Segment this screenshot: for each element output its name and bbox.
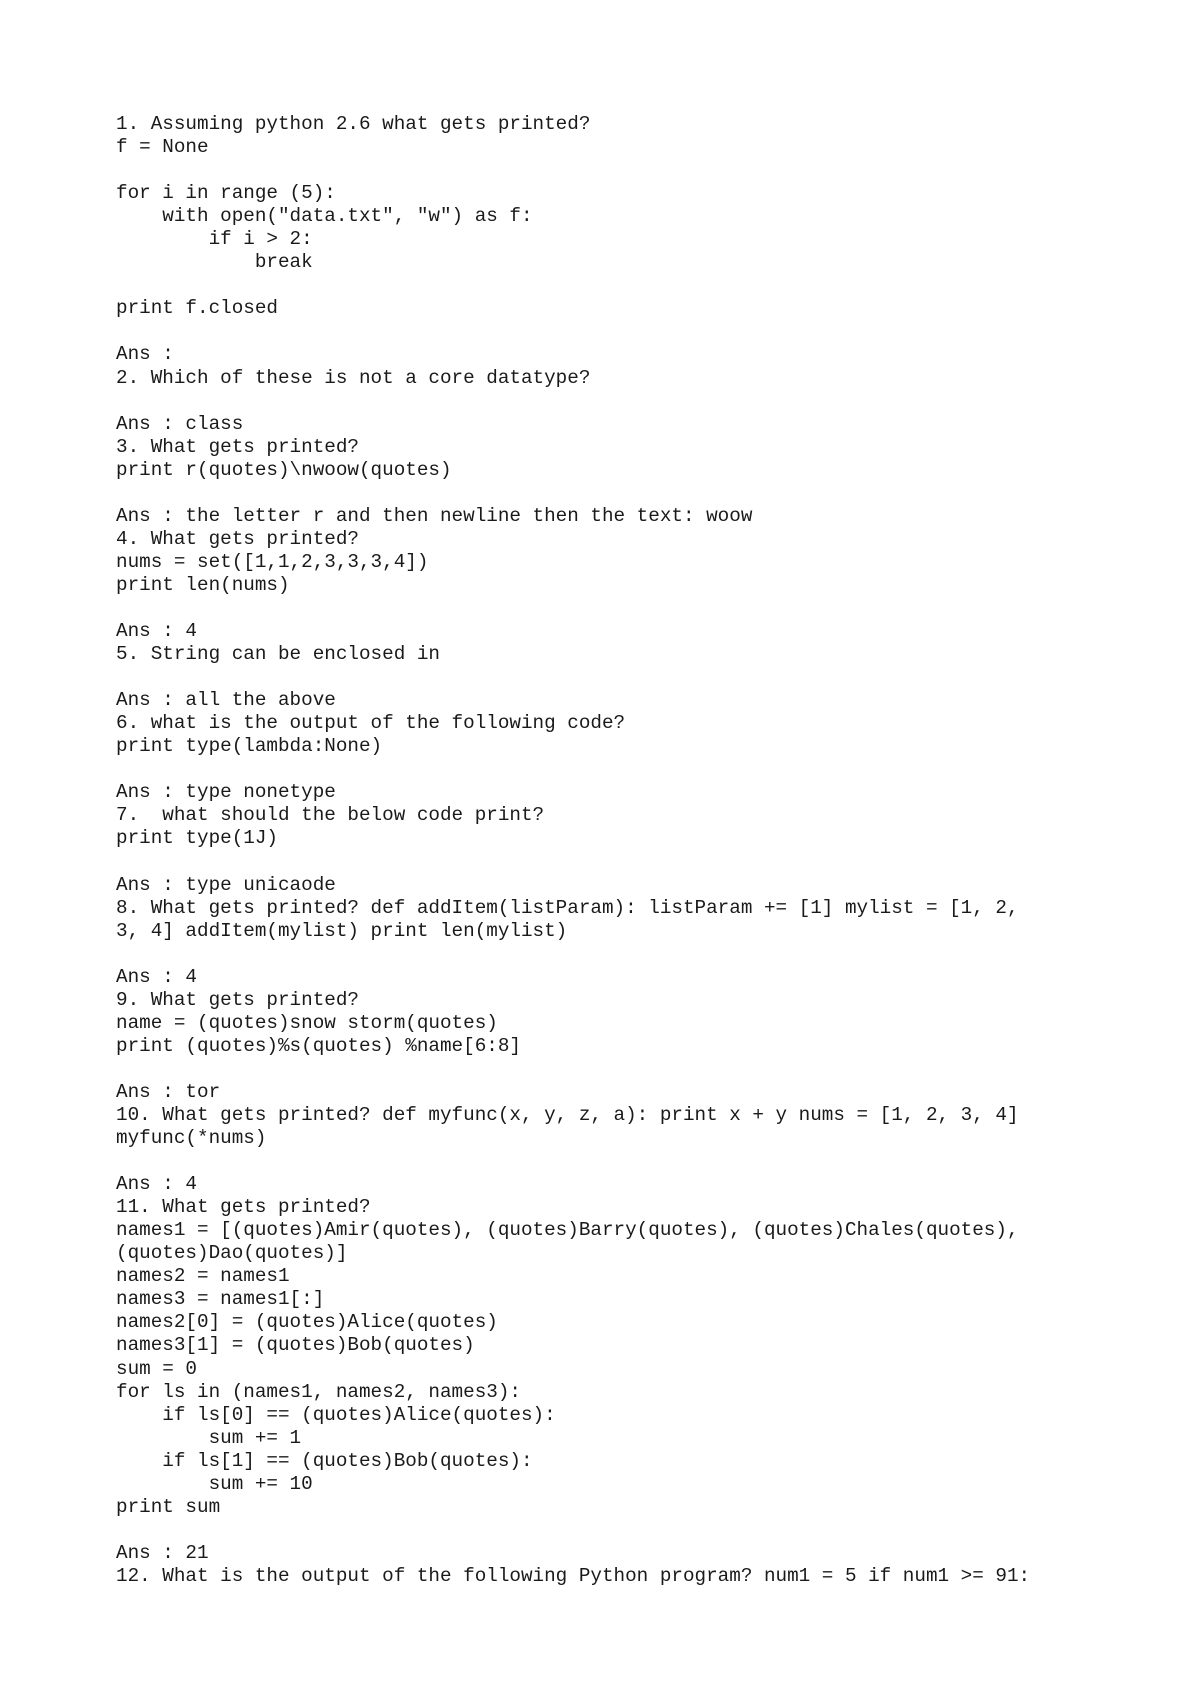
- text-line: (quotes)Dao(quotes)]: [116, 1242, 348, 1265]
- text-line: [116, 1058, 1116, 1081]
- text-line: f = None: [116, 136, 209, 159]
- text-line: sum += 10: [116, 1472, 313, 1495]
- text-line: 5. String can be enclosed in: [116, 643, 440, 666]
- text-line: Ans : 4: [116, 1173, 197, 1196]
- text-line: Ans :: [116, 343, 174, 366]
- text-line: print f.closed: [116, 297, 278, 320]
- text-line: print sum: [116, 1495, 221, 1518]
- text-line: [116, 1519, 1116, 1542]
- text-line: with open("data.txt", "w") as f:: [116, 205, 533, 228]
- text-line: 12. What is the output of the following Python program? num1 = 5 if num1 >= 91:: [116, 1564, 1031, 1587]
- text-line: 11. What gets printed?: [116, 1196, 371, 1219]
- text-line: names1 = [(quotes)Amir(quotes), (quotes)Barry(quotes), (quotes)Chales(quotes),: [116, 1219, 1019, 1242]
- text-line: Ans : type unicaode: [116, 873, 336, 896]
- text-line: [116, 943, 1116, 966]
- text-line: 7. what should the below code print?: [116, 804, 545, 827]
- text-line: nums = set([1,1,2,3,3,3,4]): [116, 550, 429, 573]
- text-line: names3 = names1[:]: [116, 1288, 325, 1311]
- text-line: for i in range (5):: [116, 182, 336, 205]
- text-line: Ans : type nonetype: [116, 781, 336, 804]
- text-line: print type(1J): [116, 827, 278, 850]
- text-line: [116, 482, 1116, 505]
- text-line: 8. What gets printed? def addItem(listParam): listParam += [1] mylist = [1, 2,: [116, 896, 1019, 919]
- text-line: print (quotes)%s(quotes) %name[6:8]: [116, 1034, 521, 1057]
- text-line: 3, 4] addItem(mylist) print len(mylist): [116, 919, 568, 942]
- text-line: [116, 1150, 1116, 1173]
- text-line: print r(quotes)\nwoow(quotes): [116, 458, 452, 481]
- text-line: names3[1] = (quotes)Bob(quotes): [116, 1334, 475, 1357]
- text-line: 3. What gets printed?: [116, 435, 359, 458]
- text-line: for ls in (names1, names2, names3):: [116, 1380, 521, 1403]
- text-line: name = (quotes)snow storm(quotes): [116, 1011, 498, 1034]
- text-line: if ls[0] == (quotes)Alice(quotes):: [116, 1403, 556, 1426]
- text-line: [116, 666, 1116, 689]
- text-line: 6. what is the output of the following code?: [116, 712, 626, 735]
- text-line: print len(nums): [116, 573, 290, 596]
- text-line: 4. What gets printed?: [116, 527, 359, 550]
- text-line: 1. Assuming python 2.6 what gets printed?: [116, 113, 591, 135]
- text-line: Ans : tor: [116, 1080, 221, 1103]
- text-line: [116, 758, 1116, 781]
- text-line: Ans : 4: [116, 620, 197, 643]
- text-line: [116, 597, 1116, 620]
- text-line: myfunc(*nums): [116, 1127, 267, 1150]
- text-line: [116, 851, 1116, 874]
- text-line: 9. What gets printed?: [116, 988, 359, 1011]
- text-line: names2 = names1: [116, 1265, 290, 1288]
- text-line: Ans : all the above: [116, 689, 336, 712]
- text-line: break: [116, 251, 313, 274]
- text-line: print type(lambda:None): [116, 735, 383, 758]
- text-line: [116, 159, 1116, 182]
- text-line: [116, 320, 1116, 343]
- text-line: [116, 274, 1116, 297]
- text-line: Ans : the letter r and then newline then the text: woow: [116, 504, 753, 527]
- text-line: [116, 390, 1116, 413]
- text-line: if i > 2:: [116, 228, 313, 251]
- text-line: Ans : 4: [116, 965, 197, 988]
- text-line: sum = 0: [116, 1357, 197, 1380]
- text-line: if ls[1] == (quotes)Bob(quotes):: [116, 1449, 533, 1472]
- text-line: 10. What gets printed? def myfunc(x, y, z, a): print x + y nums = [1, 2, 3, 4]: [116, 1104, 1019, 1127]
- text-line: sum += 1: [116, 1426, 302, 1449]
- text-line: Ans : class: [116, 412, 244, 435]
- document-page: [116, 113, 1116, 1588]
- text-line: Ans : 21: [116, 1541, 209, 1564]
- text-line: names2[0] = (quotes)Alice(quotes): [116, 1311, 498, 1334]
- text-line: 2. Which of these is not a core datatype?: [116, 366, 591, 389]
